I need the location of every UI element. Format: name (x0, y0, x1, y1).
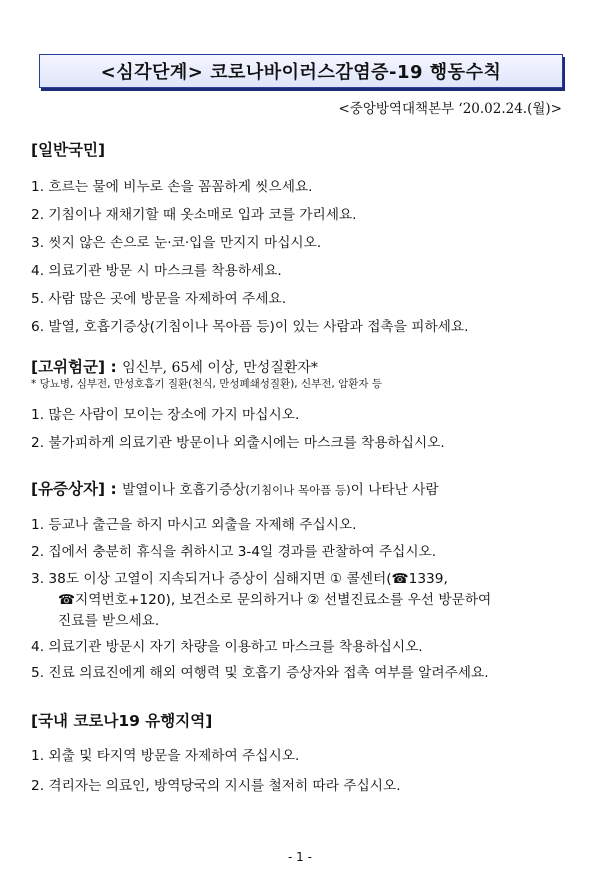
general-item-1: 1. 흐르는 물에 비누로 손을 꼼꼼하게 씻으세요. (31, 179, 313, 195)
general-item-2: 2. 기침이나 재채기할 때 옷소매로 입과 코를 가리세요. (31, 207, 357, 223)
symptomatic-heading-line (31, 477, 439, 499)
high-risk-item-2: 2. 불가피하게 의료기관 방문이나 외출시에는 마스크를 착용하십시오. (31, 435, 445, 451)
high-risk-colon: : (105, 358, 123, 376)
high-risk-desc: 임신부, 65세 이상, 만성질환자* (122, 360, 318, 376)
symptomatic-item-3-cont-2: 진료를 받으세요. (58, 613, 160, 629)
symptomatic-item-1: 1. 등교나 출근을 하지 마시고 외출을 자제해 주십시오. (31, 517, 357, 533)
source-line: <중앙방역대책본부 ‘20.02.24.(월)> (338, 101, 562, 117)
domestic-heading: [국내 코로나19 유행지역] (31, 712, 213, 730)
title-box (39, 54, 563, 88)
high-risk-item-1: 1. 많은 사람이 모이는 장소에 가지 마십시오. (31, 407, 300, 423)
page-title: <심각단계> 코로나바이러스감염증-19 행동수칙 (100, 62, 502, 83)
symptomatic-item-2: 2. 집에서 충분히 휴식을 취하시고 3-4일 경과를 관찰하여 주십시오. (31, 544, 437, 560)
general-item-6: 6. 발열, 호흡기증상(기침이나 목아픔 등)이 있는 사람과 접촉을 피하세요. (31, 319, 469, 335)
symptomatic-desc-c: 이 나타난 사람 (350, 482, 439, 498)
page-number: - 1 - (288, 850, 312, 864)
general-item-3: 3. 씻지 않은 손으로 눈·코·입을 만지지 마십시오. (31, 235, 322, 251)
symptomatic-colon: : (105, 480, 123, 498)
high-risk-heading: [고위험군] (31, 358, 106, 376)
domestic-item-2: 2. 격리자는 의료인, 방역당국의 지시를 철저히 따라 주십시오. (31, 778, 401, 794)
symptomatic-item-3: 3. 38도 이상 고열이 지속되거나 증상이 심해지면 ① 콜센터(☎1339, (31, 571, 448, 587)
symptomatic-heading: [유증상자] (31, 480, 106, 498)
symptomatic-desc-b: (기침이나 목아픔 등) (245, 483, 351, 497)
general-heading: [일반국민] (31, 141, 106, 159)
symptomatic-desc-a: 발열이나 호흡기증상 (122, 482, 246, 498)
high-risk-note: * 당뇨병, 심부전, 만성호흡기 질환(천식, 만성폐쇄성질환), 신부전, 암환자 등 (31, 378, 382, 390)
high-risk-heading-line (31, 355, 318, 377)
symptomatic-item-4: 4. 의료기관 방문시 자기 차량을 이용하고 마스크를 착용하십시오. (31, 639, 423, 655)
symptomatic-item-3-cont-1: ☎지역번호+120), 보건소로 문의하거나 ② 선별진료소를 우선 방문하여 (58, 592, 492, 608)
general-item-5: 5. 사람 많은 곳에 방문을 자제하여 주세요. (31, 291, 287, 307)
general-item-4: 4. 의료기관 방문 시 마스크를 착용하세요. (31, 263, 282, 279)
domestic-item-1: 1. 외출 및 타지역 방문을 자제하여 주십시오. (31, 748, 300, 764)
symptomatic-item-5: 5. 진료 의료진에게 해외 여행력 및 호흡기 증상자와 접촉 여부를 알려주세요. (31, 665, 489, 681)
